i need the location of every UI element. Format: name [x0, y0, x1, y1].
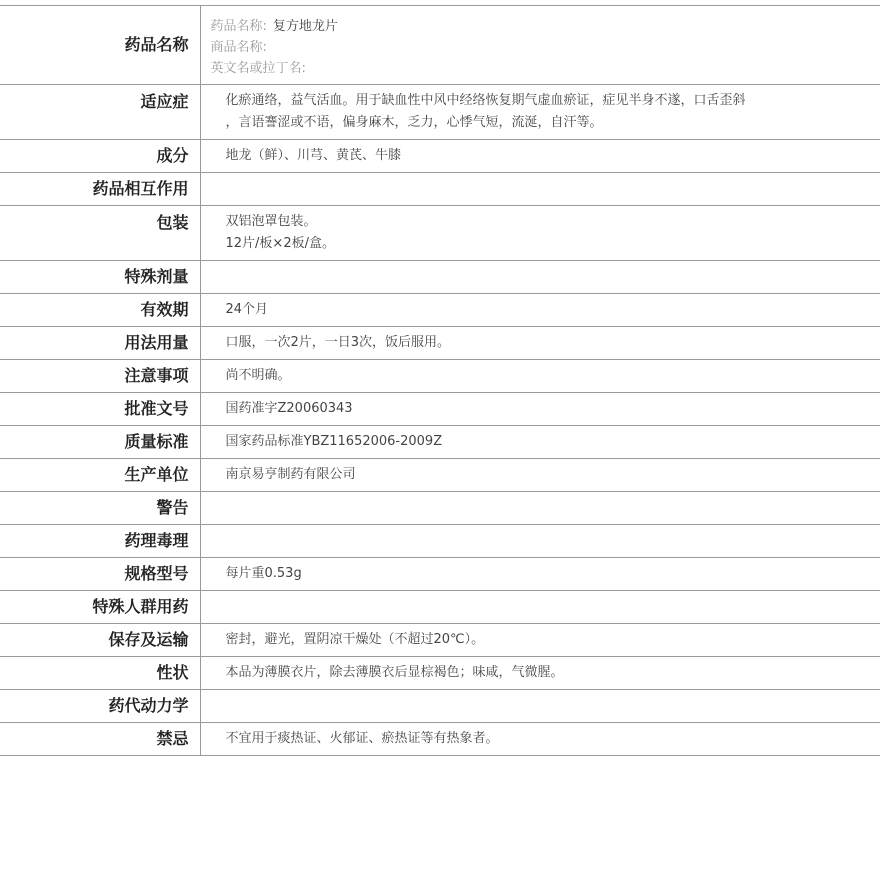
spec-row-storage [0, 624, 880, 657]
spec-row-ingredients [0, 140, 880, 173]
spec-value-special-dosage [200, 261, 880, 294]
spec-row-packaging [0, 206, 880, 261]
spec-label-warning: 警告 [0, 492, 200, 525]
spec-label-description: 性状 [0, 657, 200, 690]
spec-label-shelf-life: 有效期 [0, 294, 200, 327]
spec-value-precautions: 尚不明确。 [225, 368, 291, 383]
spec-row-pharmacology [0, 525, 880, 558]
generic-name-value: 复方地龙片 [272, 19, 338, 34]
spec-row-approval-number [0, 393, 880, 426]
spec-label-precautions: 注意事项 [0, 360, 200, 393]
spec-label-indications: 适应症 [0, 85, 200, 140]
spec-value-specification: 每片重0.53g [225, 566, 302, 581]
spec-label-usage: 用法用量 [0, 327, 200, 360]
spec-row-special-population [0, 591, 880, 624]
spec-label-interactions: 药品相互作用 [0, 173, 200, 206]
spec-row-contraindications [0, 723, 880, 756]
spec-value-name [200, 6, 880, 85]
spec-value-pharmacokinetics [200, 690, 880, 723]
trade-name-key: 商品名称: [210, 40, 267, 55]
spec-value-indications [200, 85, 880, 140]
spec-label-specification: 规格型号 [0, 558, 200, 591]
spec-row-shelf-life [0, 294, 880, 327]
drug-spec-table [0, 5, 880, 756]
indications-line-1: 化瘀通络，益气活血。用于缺血性中风中经络恢复期气虚血瘀证，症见半身不遂，口舌歪斜 [225, 93, 746, 108]
indications-line-2: ，言语謇涩或不语，偏身麻木，乏力，心悸气短，流涎，自汗等。 [225, 115, 603, 130]
spec-label-name: 药品名称 [0, 6, 200, 85]
generic-name-line [211, 16, 880, 37]
spec-row-name [0, 6, 880, 85]
spec-row-indications [0, 85, 880, 140]
spec-value-pharmacology [200, 525, 880, 558]
spec-value-description: 本品为薄膜衣片，除去薄膜衣后显棕褐色；味咸，气微腥。 [225, 665, 564, 680]
trade-name-line [211, 37, 880, 58]
spec-value-contraindications: 不宜用于痰热证、火郁证、瘀热证等有热象者。 [225, 731, 499, 746]
spec-value-packaging [200, 206, 880, 261]
packaging-line-2: 12片/板×2板/盒。 [225, 236, 335, 251]
latin-name-line [211, 58, 880, 79]
spec-value-special-population [200, 591, 880, 624]
spec-label-contraindications: 禁忌 [0, 723, 200, 756]
spec-row-specification [0, 558, 880, 591]
spec-label-special-population: 特殊人群用药 [0, 591, 200, 624]
spec-row-quality-standard [0, 426, 880, 459]
spec-row-warning [0, 492, 880, 525]
spec-label-manufacturer: 生产单位 [0, 459, 200, 492]
spec-label-pharmacology: 药理毒理 [0, 525, 200, 558]
spec-value-shelf-life: 24个月 [225, 302, 269, 317]
spec-label-quality-standard: 质量标准 [0, 426, 200, 459]
spec-value-interactions [200, 173, 880, 206]
spec-value-storage: 密封，避光，置阴凉干燥处（不超过20℃）。 [225, 632, 485, 647]
spec-label-special-dosage: 特殊剂量 [0, 261, 200, 294]
spec-row-description [0, 657, 880, 690]
spec-value-warning [200, 492, 880, 525]
spec-label-ingredients: 成分 [0, 140, 200, 173]
spec-row-special-dosage [0, 261, 880, 294]
spec-row-precautions [0, 360, 880, 393]
spec-label-packaging: 包装 [0, 206, 200, 261]
spec-label-storage: 保存及运输 [0, 624, 200, 657]
spec-row-manufacturer [0, 459, 880, 492]
spec-label-approval-number: 批准文号 [0, 393, 200, 426]
spec-value-usage: 口服，一次2片，一日3次，饭后服用。 [225, 335, 451, 350]
spec-value-quality-standard: 国家药品标准YBZ11652006-2009Z [225, 434, 443, 449]
spec-value-approval-number: 国药准字Z20060343 [225, 401, 353, 416]
latin-name-key: 英文名或拉丁名: [210, 61, 306, 76]
spec-value-ingredients: 地龙（鲜）、川芎、黄芪、牛膝 [225, 148, 402, 163]
generic-name-key: 药品名称: [210, 19, 267, 34]
spec-row-usage [0, 327, 880, 360]
spec-label-pharmacokinetics: 药代动力学 [0, 690, 200, 723]
packaging-line-1: 双铝泡罩包装。 [225, 214, 317, 229]
spec-value-manufacturer: 南京易亨制药有限公司 [225, 467, 356, 482]
spec-row-interactions [0, 173, 880, 206]
spec-row-pharmacokinetics [0, 690, 880, 723]
